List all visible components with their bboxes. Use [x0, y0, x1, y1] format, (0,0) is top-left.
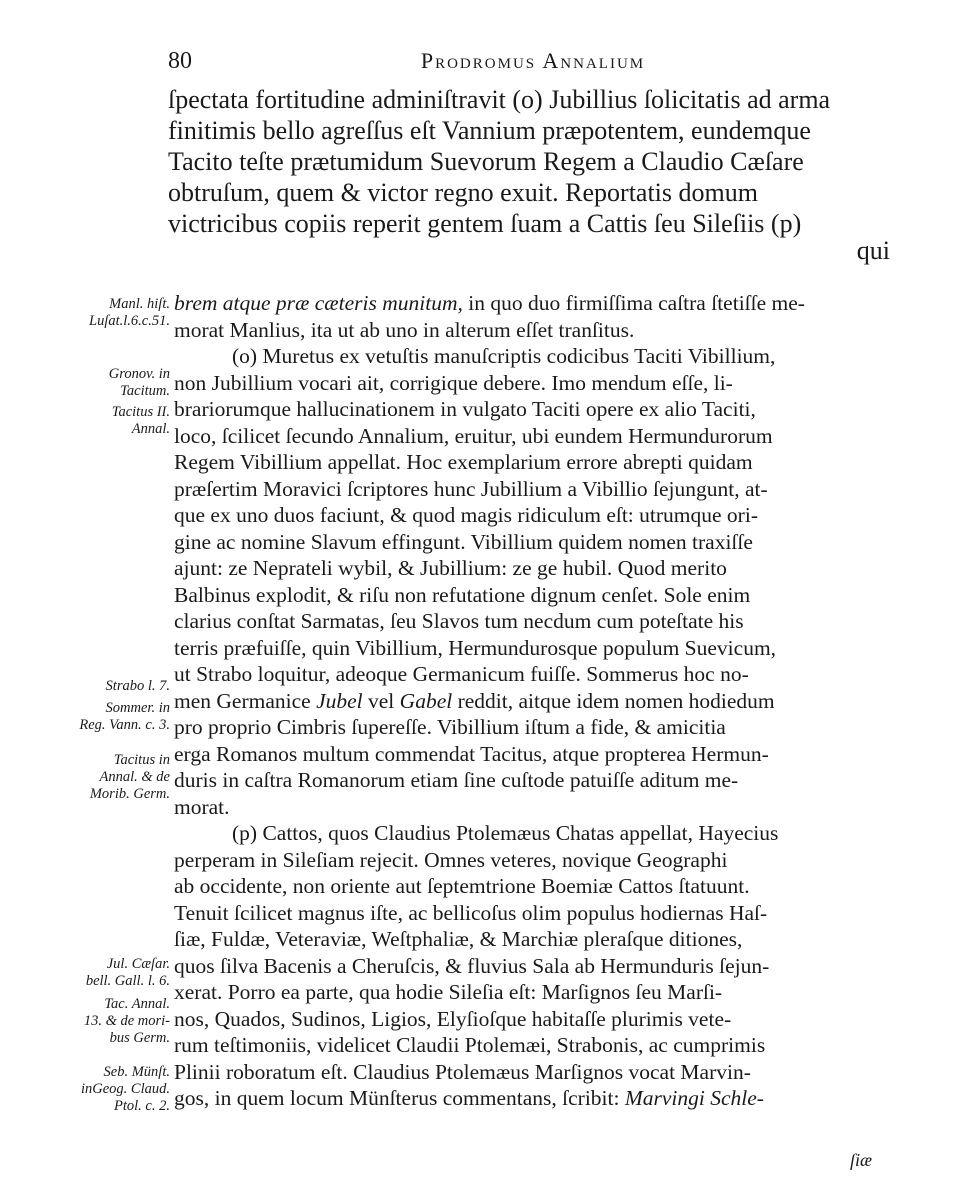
notes-catchword: ſiæ — [849, 1150, 872, 1170]
note-line: rum teſtimoniis, videlicet Claudii Ptolemæi, Strabonis, ac cumprimis — [174, 1033, 766, 1057]
margin-note-line: Tacitus in — [113, 752, 170, 768]
note-line: xerat. Porro ea parte, qua hodie Sileſia eſt: Marſignos ſeu Marſi- — [174, 980, 723, 1004]
note-line: Balbinus explodit, & riſu non refutatione dignum cenſet. Sole enim — [174, 582, 751, 607]
note-line: nos, Quados, Sudinos, Ligios, Elyſioſque habitaſſe plurimis vete- — [174, 1006, 732, 1031]
page-number: 80 — [168, 48, 192, 74]
main-text-line: Tacito teſte prætumidum Suevorum Regem a Claudio Cæſare — [168, 147, 804, 176]
note-line — [174, 290, 898, 317]
note-line: duris in caſtra Romanorum etiam ſine cuſtode patuiſſe aditum me- — [174, 768, 739, 792]
note-line: morat. — [174, 794, 230, 819]
margin-note-line: Tacitum. — [120, 383, 170, 399]
margin-note-munster — [40, 1064, 170, 1115]
margin-note-line: Luſat.l.6.c.51. — [89, 313, 170, 329]
main-text-line: obtruſum, quem & victor regno exuit. Reportatis domum — [168, 178, 758, 207]
margin-note-line: Reg. Vann. c. 3. — [79, 717, 170, 733]
note-line — [174, 688, 898, 715]
note-line: ut Strabo loquitur, adeoque Germanicum fuiſſe. Sommerus hoc no- — [174, 662, 749, 686]
margin-note-gronovius — [40, 366, 170, 400]
note-p-first-line: (p) Cattos, quos Claudius Ptolemæus Chatas appellat, Hayecius — [232, 821, 779, 845]
note-line: loco, ſcilicet ſecundo Annalium, eruitur, ubi eundem Hermundurorum — [174, 423, 773, 448]
note-line: clarius conſtat Sarmatas, ſeu Slavos tum necdum cum poteſtate his — [174, 609, 744, 633]
note-line: gine ac nomine Slavum effingunt. Vibillium quidem nomen traxiſſe — [174, 529, 753, 554]
note-italic-phrase: Marvingi Schle- — [624, 1086, 764, 1110]
margin-note-line: Strabo l. 7. — [105, 678, 170, 694]
note-italic-word: Gabel — [399, 688, 453, 713]
running-head: Prodromus Annalium — [420, 48, 646, 73]
note-line: Plinii roboratum eſt. Claudius Ptolemæus Marſignos vocat Marvin- — [174, 1059, 751, 1084]
margin-note-line: Seb. Münſt. — [103, 1064, 170, 1080]
margin-note-line: bell. Gall. l. 6. — [85, 973, 170, 989]
note-line: Regem Vibillium appellat. Hoc exemplarium errore abrepti quidam — [174, 450, 753, 474]
margin-note-strabo — [40, 678, 170, 695]
margin-note-line: Tac. Annal. — [104, 996, 170, 1012]
note-line: Tenuit ſcilicet magnus iſte, ac bellicoſus olim populus hodiernas Haſ- — [174, 900, 768, 925]
note-line: brariorumque hallucinationem in vulgato Taciti opere ex alio Taciti, — [174, 397, 756, 421]
note-line: præſertim Moravici ſcriptores hunc Jubillium a Vibillio ſejungunt, at- — [174, 476, 768, 501]
note-text: reddit, aitque idem nomen hodiedum — [452, 688, 775, 713]
note-o-first-line: (o) Muretus ex vetuſtis manuſcriptis codicibus Taciti Vibillium, — [232, 344, 776, 368]
note-italic-word: Jubel — [316, 688, 363, 713]
note-italic-phrase: brem atque præ cæteris munitum, — [174, 291, 463, 315]
note-line: erga Romanos multum commendat Tacitus, atque propterea Hermun- — [174, 741, 769, 766]
margin-note-caesar — [40, 956, 170, 990]
note-text: men Germanice — [174, 688, 317, 713]
margin-note-tacitus-annal — [40, 404, 170, 438]
margin-note-tac-annal-13 — [40, 996, 170, 1047]
margin-note-line: Annal. & de — [99, 769, 170, 785]
main-text-line: victricibus copiis reperit gentem ſuam a Cattis ſeu Sileſiis (p) — [168, 209, 802, 238]
margin-note-line: bus Germ. — [109, 1030, 170, 1046]
margin-note-line: 13. & de mori- — [83, 1013, 170, 1029]
note-line: morat Manlius, ita ut ab uno in alterum eſſet tranſitus. — [174, 317, 635, 342]
margin-note-line: Annal. — [131, 421, 170, 437]
note-text: in quo duo firmiſſima caſtra ſtetiſſe me- — [462, 291, 805, 315]
note-line: pro proprio Cimbris ſupereſſe. Vibillium iſtum a fide, & amicitia — [174, 715, 726, 739]
note-text: vel — [362, 688, 400, 713]
margin-note-line: Manl. hiſt. — [109, 296, 170, 312]
margin-note-line: Ptol. c. 2. — [114, 1098, 170, 1114]
note-line: ſiæ, Fuldæ, Veteraviæ, Weſtphaliæ, & Marchiæ pleraſque ditiones, — [174, 927, 743, 951]
main-text-line: finitimis bello agreſſus eſt Vannium præpotentem, eundemque — [168, 116, 811, 145]
note-line: terris præfuiſſe, quin Vibillium, Hermundurosque populum Suevicum, — [174, 635, 777, 660]
margin-note-sommer — [40, 700, 170, 734]
note-text: gos, in quem locum Münſterus commentans, ſcribit: — [174, 1086, 625, 1110]
note-line: non Jubillium vocari ait, corrigique debere. Imo mendum eſſe, li- — [174, 370, 733, 395]
main-text-line: ſpectata fortitudine adminiſtravit (o) Jubillius ſolicitatis ad arma — [168, 85, 831, 114]
margin-note-line: inGeog. Claud. — [80, 1081, 170, 1097]
main-catchword: qui — [856, 236, 890, 265]
margin-note-line: Jul. Cæſar. — [106, 956, 170, 972]
main-text — [168, 84, 898, 239]
margin-note-line: Morib. Germ. — [89, 786, 170, 802]
note-line: perperam in Sileſiam rejecit. Omnes veteres, novique Geographi — [174, 847, 728, 872]
note-line: quos ſilva Bacenis a Cheruſcis, & fluvius Sala ab Hermunduris ſejun- — [174, 953, 770, 978]
note-line: ajunt: ze Neprateli wybil, & Jubillium: ze ge hubil. Quod merito — [174, 556, 727, 580]
note-line — [174, 1085, 898, 1112]
page-header — [168, 44, 898, 78]
margin-note-tacitus-germ — [40, 752, 170, 803]
margin-note-line: Gronov. in — [108, 366, 170, 382]
margin-note-line: Tacitus II. — [111, 404, 170, 420]
note-line: que ex uno duos faciunt, & quod magis ridiculum eſt: utrumque ori- — [174, 503, 758, 527]
note-line: ab occidente, non oriente aut ſeptemtrione Boemiæ Cattos ſtatuunt. — [174, 874, 750, 898]
margin-note-manlius — [40, 296, 170, 330]
footnotes — [174, 290, 898, 1112]
margin-note-line: Sommer. in — [105, 700, 170, 716]
